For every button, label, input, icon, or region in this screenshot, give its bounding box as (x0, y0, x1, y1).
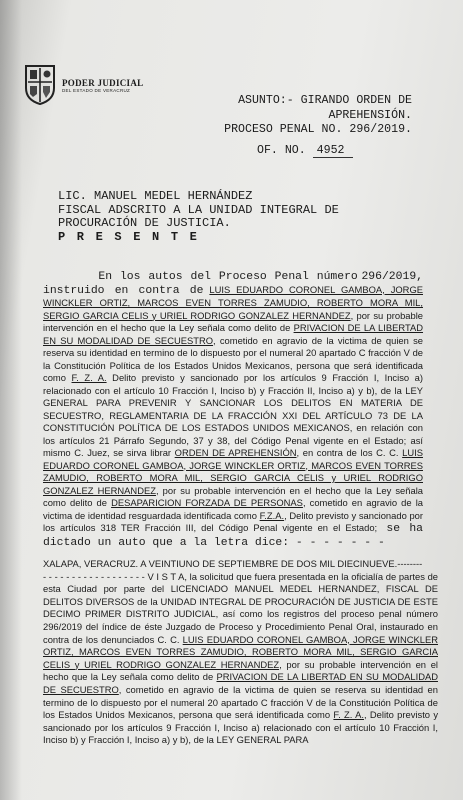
office-number-label: OF. NO. (257, 144, 306, 157)
arrest-warrant: ORDEN DE APREHENSIÓN (174, 447, 297, 458)
crime-forced-disappearance: DESAPARICION FORZADA DE PERSONAS (111, 497, 303, 508)
paragraph-2-text-2: , por su probable intervención en el hecho que la Ley señala como delito de (43, 658, 439, 683)
paragraph-1-text-4: , en contra de los C. C. (296, 447, 399, 458)
paragraph-1-text-7: , Delito previsto y sancionado por los artículos 318 TER Fracción III, del Código Penal vigente en el Estado; (43, 509, 424, 533)
state-seal-icon (22, 62, 58, 106)
process-number: PROCESO PENAL NO. 296/2019. (224, 123, 412, 136)
org-subtitle: DEL ESTADO DE VERACRUZ (62, 88, 131, 93)
resolution-date: XALAPA, VERACRUZ. A VEINTIUNO DE SEPTIEMBRE DE DOS MIL DIECINUEVE.-------- (43, 558, 423, 569)
subject-line: ASUNTO:- GIRANDO ORDEN DE (238, 94, 412, 107)
paragraph-2-text-4: , Delito previsto y sancionado por los artículos 9 Fracción I, Inciso a) relacionado con el artículo 10 Fracción I, Inciso b) y Fracción I, Inciso a) y b), de la LEY GENERAL PARA (43, 709, 439, 746)
office-number-value: 4952 (313, 144, 353, 158)
paragraph-2 (43, 558, 438, 747)
addressee-name: LIC. MANUEL MEDEL HERNÁNDEZ (58, 189, 253, 203)
paragraph-1-indent (43, 271, 98, 283)
paragraph-1 (43, 270, 423, 549)
victim-initials-2: F.Z.A. (259, 509, 285, 521)
subject-block (222, 94, 412, 138)
issuing-organization (62, 78, 143, 93)
paragraph-1-text-5: , por su probable intervención en el hecho que la Ley señala como delito de (43, 484, 423, 508)
office-number (257, 144, 353, 158)
paragraph-1-text-3: Delito previsto y sancionado por los artículos 9 Fracción I, Inciso a) relacionado con el artículo 10 Fracción I, Inciso b) y Fracción II, Inciso a) y b), de la LEY GENERAL PARA PREVENIR Y SANCIONAR LOS DELITOS EN MATERIA DE SECUESTRO, REGLAMENTARIA DE LA FRACCIÓN XXI DEL ARTÍCULO 73 DE LA CONSTITUCIÓN POLÍTICA DE LOS ESTADOS UNIDOS MEXICANOS, en relación con los artículos 21 Párrafo Segundo, 37 y 38, del Código Penal vigente en el Estado; así mismo C. Juez, se sirva librar (43, 372, 424, 458)
accused-names-2: LUIS EDUARDO CORONEL GAMBOA, JORGE WINCKLER ORTIZ, MARCOS EVEN TORRES ZAMUDIO, ROBERTO MORA MIL, SERGIO GARCIA CELIS y URIEL RODRIGO GONZALEZ HERNANDEZ (43, 447, 423, 496)
crime-kidnapping-2: PRIVACION DE LA LIBERTAD EN SU MODALIDAD DE SECUESTRO (43, 671, 438, 695)
addressee-title-2: PROCURACIÓN DE JUSTICIA. (58, 216, 231, 230)
paragraph-1-process: 296/2019, instruido en contra de (43, 271, 423, 297)
accused-names: LUIS EDUARDO CORONEL GAMBOA, JORGE WINCKLER ORTIZ, MARCOS EVEN TORRES ZAMUDIO, ROBERTO MORA MIL, SERGIO GARCIA CELIS y URIEL RODRIGO GONZALEZ HERNANDEZ (43, 283, 423, 321)
addressee-block (58, 190, 339, 244)
presente: P R E S E N T E (58, 229, 200, 244)
org-name: PODER JUDICIAL (62, 78, 144, 88)
page-edge-shadow (0, 0, 22, 800)
subject-line-2: APREHENSIÓN. (328, 108, 412, 122)
paragraph-1-closing: se ha dictado un auto que a la letra dice: - - - - - - - (43, 523, 423, 549)
denounced-names: LUIS EDUARDO CORONEL GAMBOA, JORGE WINCKLER ORTIZ, MARCOS EVEN TORRES ZAMUDIO, ROBERTO MORA MIL, SERGIO GARCIA CELIS y URIEL RODRIGO GONZALEZ HERNANDEZ (43, 633, 439, 670)
victim-initials-3: F. Z. A. (333, 709, 364, 721)
paragraph-1-opening: En los autos del Proceso Penal número (98, 271, 358, 283)
crime-kidnapping: PRIVACION DE LA LIBERTAD EN SU MODALIDAD DE SECUESTRO (43, 322, 424, 346)
paragraph-1-text-6: , cometido en agravio de la victima de identidad resguardada identificada como (43, 497, 423, 521)
addressee-title: FISCAL ADSCRITO A LA UNIDAD INTEGRAL DE (58, 202, 339, 217)
paragraph-2-text-3: , cometido en agravio de la victima de quien se reserva su identidad en termino de lo dispuesto por el numeral 20 apartado C fracción V de la Constitución Política de los Estados Unidos Mexicanos, persona que será identificada como (43, 683, 438, 721)
victim-initials: F. Z. A. (71, 372, 107, 383)
paragraph-2-text: - - - - - - - - - - - - - - - - - - V I S T A, la solicitud que fuera presentada en la oficialía de partes de esta Ciudad por parte del LICENCIADO MANUEL MEDEL HERNANDEZ, FISCAL DE DELITOS DIVERSOS de la UNIDAD INTEGRAL DE PROCURACIÓN DE JUSTICIA DE ESTE DECIMO PRIMER DISTRITO JUDICIAL, así como los registros del proceso penal número 296/2019 del índice de éste Juzgado de Proceso y Procedimiento Penal Oral, instaurado en contra de los denunciados C. C. (43, 570, 438, 645)
paragraph-1-text: , por su probable intervención en el hecho que la Ley señala como delito de (43, 309, 424, 333)
paragraph-1-text-2: , cometido en agravio de la victima de quien se reserva su identidad en termino de lo dispuesto por el numeral 20 apartado C fracción V de la Constitución Política de los Estados Unidos Mexicanos, persona que será identificada como (43, 334, 423, 383)
